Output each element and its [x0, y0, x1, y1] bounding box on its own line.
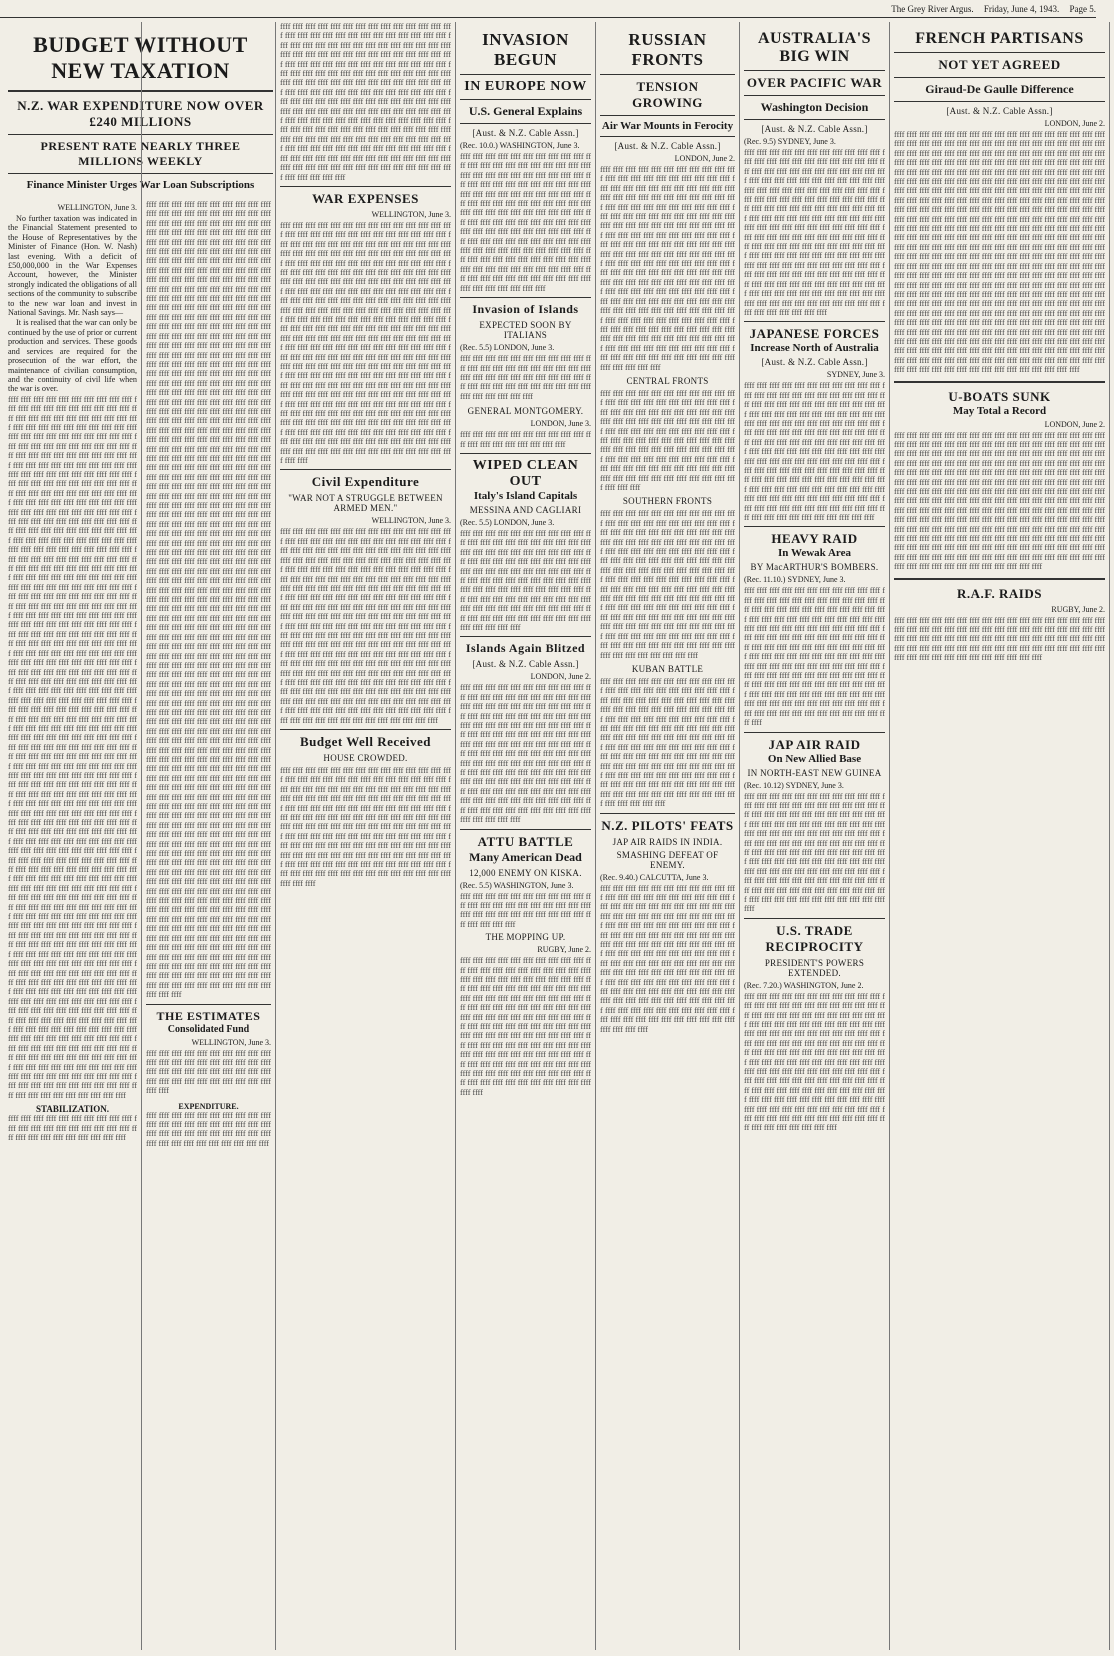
russia-kicker: Air War Mounts in Ferocity [601, 120, 734, 132]
budget-subhead: N.Z. WAR EXPENDITURE NOW OVER £240 MILLIONS [17, 98, 264, 129]
raf-dateline: RUGBY, June 2. [1051, 604, 1105, 614]
invasion-dateline: (Rec. 10.0.) WASHINGTON, June 3. [460, 141, 580, 150]
wiped-title: WIPED CLEAN OUT [472, 457, 579, 489]
heavy-raid-dateline: (Rec. 11.10.) SYDNEY, June 3. [744, 575, 846, 585]
attu-text: ffff ffff ffff ffff ffff ffff ffff ffff ffff ffff ffff ffff ffff ffff ffff ffff ffff ffff ffff ffff ffff ffff ffff ffff ffff ffff ffff ffff ffff ffff ffff ffff ffff ffff ffff ffff [460, 891, 591, 929]
islands-text: ffff ffff ffff ffff ffff ffff ffff ffff ffff ffff ffff ffff ffff ffff ffff ffff ffff ffff ffff ffff ffff ffff ffff ffff ffff ffff ffff ffff ffff ffff ffff ffff ffff ffff ffff ffff ffff ffff ffff ffff ffff ffff ffff ffff ffff ffff ffff ffff [460, 354, 591, 401]
budget-received-sub: HOUSE CROWDED. [323, 753, 408, 763]
japanese-credit: [Aust. & N.Z. Cable Assn.] [761, 357, 868, 368]
russia-headline: RUSSIAN FRONTS [628, 30, 707, 69]
estimates-dateline: WELLINGTON, June 3. [191, 1037, 271, 1047]
us-trade-sub: PRESIDENT'S POWERS EXTENDED. [764, 957, 865, 978]
budget-subhead-2: PRESENT RATE NEARLY THREE MILLIONS WEEKLY [40, 139, 241, 168]
nz-pilots-title: N.Z. PILOTS' FEATS [601, 817, 734, 833]
australia-dateline: (Rec. 9.5) SYDNEY, June 3. [744, 137, 836, 146]
invasion-headline: INVASION BEGUN [482, 30, 569, 69]
french-headline: FRENCH PARTISANS [915, 30, 1084, 47]
budget-lead: No further taxation was indicated in the Financial Statement presented to the House of Representatives by the Minister of Finance (Hon. W. Nash) last evening. With a deficit of £50,000,000 in the War Expenses Account, however, the Minister strongly indicated the obligations of all sections of the community to subscribe to the new war loan and invest in National Savings. Mr. Nash says— [8, 214, 137, 318]
war-expenses-text: ffff ffff ffff ffff ffff ffff ffff ffff ffff ffff ffff ffff ffff ffff ffff ffff ffff ffff ffff ffff ffff ffff ffff ffff ffff ffff ffff ffff ffff ffff ffff ffff ffff ffff ffff ffff ffff ffff ffff ffff ffff ffff ffff ffff ffff ffff ffff ffff ffff ffff ffff ffff ffff ffff ffff ffff ffff ffff ffff ffff ffff ffff ffff ffff ffff ffff ffff ffff ffff ffff ffff ffff ffff ffff ffff ffff ffff ffff ffff ffff ffff ffff ffff ffff ffff ffff ffff ffff ffff ffff ffff ffff ffff ffff ffff ffff ffff ffff ffff ffff ffff ffff ffff ffff ffff ffff ffff ffff ffff ffff ffff ffff ffff ffff ffff ffff ffff ffff ffff ffff ffff ffff ffff ffff ffff ffff ffff ffff ffff ffff ffff ffff ffff ffff ffff ffff ffff ffff ffff ffff ffff ffff ffff ffff ffff ffff ffff ffff ffff ffff ffff ffff ffff ffff ffff ffff ffff ffff ffff ffff ffff ffff ffff ffff ffff ffff ffff ffff ffff ffff ffff ffff ffff ffff ffff ffff ffff ffff ffff ffff ffff ffff ffff ffff ffff ffff ffff ffff ffff ffff ffff ffff ffff ffff ffff ffff ffff ffff ffff ffff ffff ffff ffff ffff ffff ffff ffff ffff ffff ffff ffff ffff ffff ffff ffff ffff ffff ffff ffff ffff ffff ffff ffff ffff ffff ffff ffff ffff ffff ffff ffff ffff ffff ffff ffff ffff ffff ffff ffff ffff ffff ffff ffff ffff ffff ffff ffff ffff ffff ffff ffff ffff ffff ffff ffff ffff ffff ffff ffff ffff ffff ffff ffff ffff ffff ffff ffff ffff ffff ffff ffff ffff ffff ffff ffff ffff ffff ffff ffff ffff ffff ffff ffff ffff ffff ffff ffff ffff ffff ffff ffff ffff ffff ffff ffff ffff ffff ffff ffff ffff ffff ffff ffff ffff ffff ffff ffff ffff ffff ffff ffff ffff ffff ffff ffff ffff ffff ffff ffff ffff ffff ffff ffff ffff ffff ffff ffff ffff ffff ffff ffff ffff ffff ffff ffff ffff ffff ffff ffff ffff ffff ffff ffff ffff [280, 220, 451, 466]
attu-sub: Many American Dead [469, 849, 582, 864]
blitzed-credit: [Aust. & N.Z. Cable Assn.] [472, 659, 579, 670]
civil-dateline: WELLINGTON, June 3. [371, 516, 451, 526]
uboats-text: ffff ffff ffff ffff ffff ffff ffff ffff ffff ffff ffff ffff ffff ffff ffff ffff ffff ffff ffff ffff ffff ffff ffff ffff ffff ffff ffff ffff ffff ffff ffff ffff ffff ffff ffff ffff ffff ffff ffff ffff ffff ffff ffff ffff ffff ffff ffff ffff ffff ffff ffff ffff ffff ffff ffff ffff ffff ffff ffff ffff ffff ffff ffff ffff ffff ffff ffff ffff ffff ffff ffff ffff ffff ffff ffff ffff ffff ffff ffff ffff ffff ffff ffff ffff ffff ffff ffff ffff ffff ffff ffff ffff ffff ffff ffff ffff ffff ffff ffff ffff ffff ffff ffff ffff ffff ffff ffff ffff ffff ffff ffff ffff ffff ffff ffff ffff ffff ffff ffff ffff ffff ffff ffff ffff ffff ffff ffff ffff ffff ffff ffff ffff ffff ffff ffff ffff ffff ffff ffff ffff ffff ffff ffff ffff ffff ffff ffff ffff ffff ffff ffff ffff ffff ffff ffff ffff ffff ffff ffff ffff ffff ffff ffff ffff ffff ffff ffff ffff ffff ffff ffff ffff ffff ffff ffff ffff ffff ffff ffff ffff ffff ffff ffff ffff ffff ffff ffff ffff ffff ffff ffff ffff ffff ffff ffff ffff ffff ffff ffff ffff ffff ffff ffff ffff ffff ffff ffff ffff ffff ffff ffff ffff ffff ffff ffff ffff ffff ffff ffff ffff ffff ffff ffff ffff ffff ffff ffff ffff ffff ffff ffff ffff ffff ffff ffff ffff ffff ffff ffff ffff ffff ffff ffff ffff ffff ffff ffff ffff ffff ffff [894, 430, 1105, 572]
french-kicker: Giraud-De Gaulle Difference [925, 82, 1074, 96]
invasion-kicker: U.S. General Explains [468, 104, 583, 118]
page-folio [0, 4, 1096, 18]
southern-fronts-heading: SOUTHERN FRONTS [622, 496, 713, 507]
budget-body-text: ffff ffff ffff ffff ffff ffff ffff ffff ffff ffff ffff ffff ffff ffff ffff ffff ffff ffff ffff ffff ffff ffff ffff ffff ffff ffff ffff ffff ffff ffff ffff ffff ffff ffff ffff ffff ffff ffff ffff ffff ffff ffff ffff ffff ffff ffff ffff ffff ffff ffff ffff ffff ffff ffff ffff ffff ffff ffff ffff ffff ffff ffff ffff ffff ffff ffff ffff ffff ffff ffff ffff ffff ffff ffff ffff ffff ffff ffff ffff ffff ffff ffff ffff ffff ffff ffff ffff ffff ffff ffff ffff ffff ffff ffff ffff ffff ffff ffff ffff ffff ffff ffff ffff ffff ffff ffff ffff ffff ffff ffff ffff ffff ffff ffff ffff ffff ffff ffff ffff ffff ffff ffff ffff ffff ffff ffff ffff ffff ffff ffff ffff ffff ffff ffff ffff ffff ffff ffff ffff ffff ffff ffff ffff ffff ffff ffff ffff ffff ffff ffff ffff ffff ffff ffff ffff ffff ffff ffff ffff ffff ffff ffff ffff ffff ffff ffff ffff ffff ffff ffff ffff ffff ffff ffff ffff ffff ffff ffff ffff ffff ffff ffff ffff ffff ffff ffff ffff ffff ffff ffff ffff ffff ffff ffff ffff ffff ffff ffff ffff ffff ffff ffff ffff ffff ffff ffff ffff ffff ffff ffff ffff ffff ffff ffff ffff ffff ffff ffff ffff ffff ffff ffff ffff ffff ffff ffff ffff ffff ffff ffff ffff ffff ffff ffff ffff ffff ffff ffff ffff ffff ffff ffff ffff ffff ffff ffff ffff ffff ffff ffff ffff ffff ffff ffff ffff ffff ffff ffff ffff ffff ffff ffff ffff ffff ffff ffff ffff ffff ffff ffff ffff ffff ffff ffff ffff ffff ffff ffff ffff ffff ffff ffff ffff ffff ffff ffff ffff ffff ffff ffff ffff ffff ffff ffff ffff ffff ffff ffff ffff ffff ffff ffff ffff ffff ffff ffff ffff ffff ffff ffff ffff ffff ffff ffff ffff ffff ffff ffff ffff ffff ffff ffff ffff ffff ffff ffff ffff ffff ffff ffff ffff ffff ffff ffff ffff ffff ffff ffff ffff ffff ffff ffff ffff ffff ffff ffff ffff ffff ffff ffff ffff ffff ffff ffff ffff ffff ffff ffff ffff ffff ffff ffff ffff ffff ffff ffff ffff ffff ffff ffff ffff ffff ffff ffff ffff ffff ffff ffff ffff ffff ffff ffff ffff ffff ffff ffff ffff ffff ffff ffff ffff ffff ffff ffff ffff ffff ffff ffff ffff ffff ffff ffff ffff ffff ffff ffff ffff ffff ffff ffff ffff ffff ffff ffff ffff ffff ffff ffff ffff ffff ffff ffff ffff ffff ffff ffff ffff ffff ffff ffff ffff ffff ffff ffff ffff ffff ffff ffff ffff ffff ffff ffff ffff ffff ffff ffff ffff ffff ffff ffff ffff ffff ffff ffff ffff ffff ffff ffff ffff ffff ffff ffff ffff ffff ffff ffff ffff ffff ffff ffff ffff ffff ffff ffff ffff ffff ffff ffff ffff ffff ffff ffff ffff ffff ffff ffff ffff ffff ffff ffff ffff ffff ffff ffff ffff ffff ffff ffff ffff ffff ffff ffff ffff ffff ffff ffff ffff ffff ffff ffff ffff ffff ffff ffff ffff ffff ffff ffff ffff ffff ffff ffff ffff ffff ffff ffff ffff ffff ffff ffff ffff ffff ffff ffff ffff ffff ffff ffff ffff ffff ffff ffff ffff ffff ffff ffff ffff ffff ffff ffff ffff ffff ffff ffff ffff ffff ffff ffff ffff ffff ffff ffff ffff ffff ffff ffff ffff ffff ffff ffff ffff ffff ffff ffff ffff ffff ffff ffff ffff ffff ffff ffff ffff ffff ffff ffff ffff ffff ffff ffff ffff ffff ffff ffff ffff ffff ffff ffff ffff ffff ffff ffff ffff ffff ffff ffff ffff ffff ffff ffff ffff ffff ffff ffff ffff ffff ffff ffff ffff ffff ffff ffff ffff ffff ffff ffff ffff ffff ffff ffff ffff ffff ffff ffff ffff ffff ffff ffff ffff ffff ffff ffff ffff ffff ffff ffff ffff ffff ffff ffff ffff ffff ffff ffff ffff ffff ffff ffff ffff ffff ffff ffff ffff ffff ffff ffff ffff ffff ffff ffff ffff ffff ffff ffff ffff ffff ffff ffff ffff ffff ffff ffff ffff ffff ffff ffff ffff ffff ffff ffff ffff ffff ffff ffff ffff ffff ffff ffff ffff ffff ffff ffff ffff ffff ffff ffff ffff ffff ffff ffff ffff ffff ffff ffff ffff ffff ffff ffff ffff ffff ffff ffff ffff ffff ffff ffff ffff ffff ffff ffff ffff ffff ffff ffff ffff ffff ffff ffff ffff ffff ffff ffff ffff ffff ffff ffff ffff ffff ffff ffff ffff ffff ffff ffff ffff ffff ffff ffff ffff ffff ffff ffff ffff ffff ffff ffff ffff ffff [8, 394, 137, 1100]
mopping-up-text: ffff ffff ffff ffff ffff ffff ffff ffff ffff ffff ffff ffff ffff ffff ffff ffff ffff ffff ffff ffff ffff ffff ffff ffff ffff ffff ffff ffff ffff ffff ffff ffff ffff ffff ffff ffff ffff ffff ffff ffff ffff ffff ffff ffff ffff ffff ffff ffff ffff ffff ffff ffff ffff ffff ffff ffff ffff ffff ffff ffff ffff ffff ffff ffff ffff ffff ffff ffff ffff ffff ffff ffff ffff ffff ffff ffff ffff ffff ffff ffff ffff ffff ffff ffff ffff ffff ffff ffff ffff ffff ffff ffff ffff ffff ffff ffff ffff ffff ffff ffff ffff ffff ffff ffff ffff ffff ffff ffff ffff ffff ffff ffff ffff ffff ffff ffff ffff ffff ffff ffff ffff ffff ffff ffff ffff ffff ffff ffff ffff ffff ffff ffff ffff ffff ffff ffff ffff ffff ffff ffff ffff ffff ffff ffff ffff ffff ffff ffff ffff [460, 956, 591, 1097]
estimates-sub: Consolidated Fund [167, 1023, 250, 1035]
montgomery-sub: GENERAL MONTGOMERY. [467, 406, 584, 417]
jap-air-raid-sub: On New Allied Base [767, 752, 862, 765]
islands-title: Invasion of Islands [472, 302, 579, 317]
blitzed-title: Islands Again Blitzed [465, 641, 586, 656]
nz-pilots-sub-2: SMASHING DEFEAT OF ENEMY. [616, 849, 719, 870]
wiped-dateline: (Rec. 5.5) LONDON, June 3. [460, 517, 555, 527]
column-3 [276, 22, 456, 1650]
us-trade-dateline: (Rec. 7.20.) WASHINGTON, June 2. [744, 980, 864, 990]
war-expenses-dateline: WELLINGTON, June 3. [371, 209, 451, 219]
japanese-forces-title: JAPANESE FORCES [749, 326, 880, 342]
budget-headline: BUDGET WITHOUT NEW TAXATION [33, 32, 248, 83]
nz-pilots-text: ffff ffff ffff ffff ffff ffff ffff ffff ffff ffff ffff ffff ffff ffff ffff ffff ffff ffff ffff ffff ffff ffff ffff ffff ffff ffff ffff ffff ffff ffff ffff ffff ffff ffff ffff ffff ffff ffff ffff ffff ffff ffff ffff ffff ffff ffff ffff ffff ffff ffff ffff ffff ffff ffff ffff ffff ffff ffff ffff ffff ffff ffff ffff ffff ffff ffff ffff ffff ffff ffff ffff ffff ffff ffff ffff ffff ffff ffff ffff ffff ffff ffff ffff ffff ffff ffff ffff ffff ffff ffff ffff ffff ffff ffff ffff ffff ffff ffff ffff ffff ffff ffff ffff ffff ffff ffff ffff ffff ffff ffff ffff ffff ffff ffff ffff ffff ffff ffff ffff ffff ffff ffff ffff ffff ffff ffff ffff ffff ffff ffff ffff ffff ffff ffff ffff ffff ffff ffff ffff ffff ffff ffff ffff ffff ffff ffff ffff ffff ffff ffff ffff ffff ffff ffff ffff ffff ffff ffff ffff ffff ffff ffff ffff ffff [600, 883, 735, 1034]
civil-expenditure-text: ffff ffff ffff ffff ffff ffff ffff ffff ffff ffff ffff ffff ffff ffff ffff ffff ffff ffff ffff ffff ffff ffff ffff ffff ffff ffff ffff ffff ffff ffff ffff ffff ffff ffff ffff ffff ffff ffff ffff ffff ffff ffff ffff ffff ffff ffff ffff ffff ffff ffff ffff ffff ffff ffff ffff ffff ffff ffff ffff ffff ffff ffff ffff ffff ffff ffff ffff ffff ffff ffff ffff ffff ffff ffff ffff ffff ffff ffff ffff ffff ffff ffff ffff ffff ffff ffff ffff ffff ffff ffff ffff ffff ffff ffff ffff ffff ffff ffff ffff ffff ffff ffff ffff ffff ffff ffff ffff ffff ffff ffff ffff ffff ffff ffff ffff ffff ffff ffff ffff ffff ffff ffff ffff ffff ffff ffff ffff ffff ffff ffff ffff ffff ffff ffff ffff ffff ffff ffff ffff ffff ffff ffff ffff ffff ffff ffff ffff ffff ffff ffff ffff ffff ffff ffff ffff ffff ffff ffff ffff ffff ffff ffff ffff ffff ffff ffff ffff ffff ffff ffff ffff ffff ffff ffff ffff ffff ffff ffff ffff ffff ffff ffff ffff ffff ffff ffff ffff ffff ffff ffff ffff ffff ffff ffff ffff ffff ffff ffff ffff ffff ffff ffff ffff ffff ffff ffff ffff ffff ffff ffff ffff ffff ffff ffff ffff ffff ffff ffff ffff ffff ffff ffff ffff ffff ffff ffff ffff ffff ffff ffff ffff ffff ffff ffff ffff ffff ffff ffff ffff ffff ffff ffff ffff ffff ffff ffff ffff ffff ffff ffff ffff ffff ffff ffff ffff ffff ffff ffff ffff ffff ffff ffff ffff ffff ffff ffff ffff ffff ffff ffff ffff ffff ffff ffff ffff ffff ffff ffff ffff ffff ffff ffff ffff ffff ffff ffff [280, 527, 451, 725]
attu-dateline: (Rec. 5.5) WASHINGTON, June 3. [460, 880, 574, 890]
central-fronts-text: ffff ffff ffff ffff ffff ffff ffff ffff ffff ffff ffff ffff ffff ffff ffff ffff ffff ffff ffff ffff ffff ffff ffff ffff ffff ffff ffff ffff ffff ffff ffff ffff ffff ffff ffff ffff ffff ffff ffff ffff ffff ffff ffff ffff ffff ffff ffff ffff ffff ffff ffff ffff ffff ffff ffff ffff ffff ffff ffff ffff ffff ffff ffff ffff ffff ffff ffff ffff ffff ffff ffff ffff ffff ffff ffff ffff ffff ffff ffff ffff ffff ffff ffff ffff ffff ffff ffff ffff ffff ffff ffff ffff ffff ffff ffff ffff ffff ffff ffff ffff ffff ffff ffff ffff ffff ffff ffff ffff ffff ffff [600, 388, 735, 492]
budget-received-text: ffff ffff ffff ffff ffff ffff ffff ffff ffff ffff ffff ffff ffff ffff ffff ffff ffff ffff ffff ffff ffff ffff ffff ffff ffff ffff ffff ffff ffff ffff ffff ffff ffff ffff ffff ffff ffff ffff ffff ffff ffff ffff ffff ffff ffff ffff ffff ffff ffff ffff ffff ffff ffff ffff ffff ffff ffff ffff ffff ffff ffff ffff ffff ffff ffff ffff ffff ffff ffff ffff ffff ffff ffff ffff ffff ffff ffff ffff ffff ffff ffff ffff ffff ffff ffff ffff ffff ffff ffff ffff ffff ffff ffff ffff ffff ffff ffff ffff ffff ffff ffff ffff ffff ffff ffff ffff ffff ffff ffff ffff ffff ffff ffff ffff ffff ffff ffff ffff ffff ffff ffff ffff ffff ffff ffff ffff ffff ffff ffff ffff ffff ffff ffff ffff ffff ffff ffff ffff ffff ffff ffff ffff ffff ffff ffff ffff ffff ffff ffff ffff ffff ffff ffff ffff ffff ffff ffff ffff ffff ffff ffff ffff ffff ffff ffff ffff ffff [280, 766, 451, 888]
french-dateline: LONDON, June 2. [1044, 119, 1105, 128]
french-credit: [Aust. & N.Z. Cable Assn.] [946, 106, 1053, 116]
column-4 [456, 22, 596, 1650]
invasion-credit: [Aust. & N.Z. Cable Assn.] [472, 128, 579, 138]
russia-credit: [Aust. & N.Z. Cable Assn.] [614, 141, 721, 151]
stabilization-text: ffff ffff ffff ffff ffff ffff ffff ffff ffff ffff ffff ffff ffff ffff ffff ffff ffff ffff ffff ffff ffff ffff ffff ffff ffff ffff ffff ffff ffff ffff [8, 1114, 137, 1142]
estimates-text: ffff ffff ffff ffff ffff ffff ffff ffff ffff ffff ffff ffff ffff ffff ffff ffff ffff ffff ffff ffff ffff ffff ffff ffff ffff ffff ffff ffff ffff ffff ffff ffff ffff ffff ffff ffff ffff ffff ffff ffff ffff ffff [146, 1048, 271, 1096]
russia-dateline: LONDON, June 2. [674, 154, 735, 163]
mopping-dateline: RUGBY, June 2. [537, 945, 591, 955]
budget-kicker: Finance Minister Urges War Loan Subscriptions [26, 179, 255, 191]
heavy-raid-sub: In Wewak Area [778, 547, 851, 560]
invasion-sub: IN EUROPE NOW [464, 79, 587, 94]
islands-sub: EXPECTED SOON BY ITALIANS [479, 320, 572, 341]
australia-credit: [Aust. & N.Z. Cable Assn.] [761, 124, 868, 134]
us-trade-title: U.S. TRADE RECIPROCITY [765, 922, 864, 954]
column-1 [4, 22, 142, 1650]
australia-kicker: Washington Decision [760, 100, 869, 114]
blitzed-text: ffff ffff ffff ffff ffff ffff ffff ffff ffff ffff ffff ffff ffff ffff ffff ffff ffff ffff ffff ffff ffff ffff ffff ffff ffff ffff ffff ffff ffff ffff ffff ffff ffff ffff ffff ffff ffff ffff ffff ffff ffff ffff ffff ffff ffff ffff ffff ffff ffff ffff ffff ffff ffff ffff ffff ffff ffff ffff ffff ffff ffff ffff ffff ffff ffff ffff ffff ffff ffff ffff ffff ffff ffff ffff ffff ffff ffff ffff ffff ffff ffff ffff ffff ffff ffff ffff ffff ffff ffff ffff ffff ffff ffff ffff ffff ffff ffff ffff ffff ffff ffff ffff ffff ffff ffff ffff ffff ffff ffff ffff ffff ffff ffff ffff ffff ffff ffff ffff ffff ffff ffff ffff ffff ffff ffff ffff ffff ffff ffff ffff ffff ffff ffff ffff ffff ffff ffff ffff ffff ffff ffff ffff ffff ffff ffff ffff ffff ffff ffff ffff ffff ffff [460, 683, 591, 825]
stabilization-heading: STABILIZATION. [36, 1104, 109, 1115]
japanese-dateline: SYDNEY, June 3. [826, 370, 885, 380]
jap-air-raid-title: JAP AIR RAID [768, 736, 861, 752]
page-number: Page 5. [1069, 4, 1096, 14]
kuban-battle-text: ffff ffff ffff ffff ffff ffff ffff ffff ffff ffff ffff ffff ffff ffff ffff ffff ffff ffff ffff ffff ffff ffff ffff ffff ffff ffff ffff ffff ffff ffff ffff ffff ffff ffff ffff ffff ffff ffff ffff ffff ffff ffff ffff ffff ffff ffff ffff ffff ffff ffff ffff ffff ffff ffff ffff ffff ffff ffff ffff ffff ffff ffff ffff ffff ffff ffff ffff ffff ffff ffff ffff ffff ffff ffff ffff ffff ffff ffff ffff ffff ffff ffff ffff ffff ffff ffff ffff ffff ffff ffff ffff ffff ffff ffff ffff ffff ffff ffff ffff ffff ffff ffff ffff ffff ffff ffff ffff ffff ffff ffff ffff ffff ffff ffff ffff ffff ffff ffff ffff ffff ffff ffff ffff ffff ffff ffff ffff ffff ffff ffff ffff ffff ffff ffff ffff ffff ffff ffff ffff ffff ffff ffff ffff ffff [600, 676, 735, 809]
uboats-title: U-BOATS SUNK [948, 388, 1051, 404]
islands-dateline: (Rec. 5.5) LONDON, June 3. [460, 343, 555, 353]
invasion-text: ffff ffff ffff ffff ffff ffff ffff ffff ffff ffff ffff ffff ffff ffff ffff ffff ffff ffff ffff ffff ffff ffff ffff ffff ffff ffff ffff ffff ffff ffff ffff ffff ffff ffff ffff ffff ffff ffff ffff ffff ffff ffff ffff ffff ffff ffff ffff ffff ffff ffff ffff ffff ffff ffff ffff ffff ffff ffff ffff ffff ffff ffff ffff ffff ffff ffff ffff ffff ffff ffff ffff ffff ffff ffff ffff ffff ffff ffff ffff ffff ffff ffff ffff ffff ffff ffff ffff ffff ffff ffff ffff ffff ffff ffff ffff ffff ffff ffff ffff ffff ffff ffff ffff ffff ffff ffff ffff ffff ffff ffff ffff ffff ffff ffff ffff ffff ffff ffff ffff ffff ffff ffff ffff ffff ffff ffff ffff ffff ffff ffff ffff ffff ffff ffff ffff ffff ffff ffff ffff ffff ffff ffff ffff ffff ffff ffff ffff ffff ffff ffff ffff ffff ffff ffff [460, 152, 591, 293]
blitzed-dateline: LONDON, June 2. [530, 672, 591, 682]
australia-headline: AUSTRALIA'S BIG WIN [757, 30, 872, 65]
southern-fronts-text: ffff ffff ffff ffff ffff ffff ffff ffff ffff ffff ffff ffff ffff ffff ffff ffff ffff ffff ffff ffff ffff ffff ffff ffff ffff ffff ffff ffff ffff ffff ffff ffff ffff ffff ffff ffff ffff ffff ffff ffff ffff ffff ffff ffff ffff ffff ffff ffff ffff ffff ffff ffff ffff ffff ffff ffff ffff ffff ffff ffff ffff ffff ffff ffff ffff ffff ffff ffff ffff ffff ffff ffff ffff ffff ffff ffff ffff ffff ffff ffff ffff ffff ffff ffff ffff ffff ffff ffff ffff ffff ffff ffff ffff ffff ffff ffff ffff ffff ffff ffff ffff ffff ffff ffff ffff ffff ffff ffff ffff ffff ffff ffff ffff ffff ffff ffff ffff ffff ffff ffff ffff ffff ffff ffff ffff ffff ffff ffff ffff ffff ffff ffff ffff ffff ffff ffff ffff ffff ffff ffff ffff ffff ffff ffff ffff ffff ffff ffff ffff ffff ffff ffff ffff ffff ffff ffff ffff ffff ffff ffff ffff ffff ffff ffff ffff ffff ffff ffff [600, 509, 735, 660]
kuban-battle-heading: KUBAN BATTLE [631, 663, 704, 674]
mopping-up-heading: THE MOPPING UP. [485, 932, 566, 943]
japanese-forces-text: ffff ffff ffff ffff ffff ffff ffff ffff ffff ffff ffff ffff ffff ffff ffff ffff ffff ffff ffff ffff ffff ffff ffff ffff ffff ffff ffff ffff ffff ffff ffff ffff ffff ffff ffff ffff ffff ffff ffff ffff ffff ffff ffff ffff ffff ffff ffff ffff ffff ffff ffff ffff ffff ffff ffff ffff ffff ffff ffff ffff ffff ffff ffff ffff ffff ffff ffff ffff ffff ffff ffff ffff ffff ffff ffff ffff ffff ffff ffff ffff ffff ffff ffff ffff ffff ffff ffff ffff ffff ffff ffff ffff ffff ffff ffff ffff ffff ffff ffff ffff ffff ffff ffff ffff ffff ffff ffff ffff ffff ffff ffff ffff ffff ffff ffff ffff ffff ffff ffff ffff ffff ffff ffff ffff ffff ffff ffff ffff ffff ffff ffff ffff ffff ffff ffff ffff ffff ffff ffff ffff ffff ffff ffff ffff ffff ffff ffff ffff ffff ffff ffff ffff ffff ffff ffff ffff ffff ffff ffff ffff ffff ffff ffff ffff ffff ffff ffff ffff [744, 381, 885, 522]
nz-pilots-sub: JAP AIR RAIDS IN INDIA. [612, 836, 723, 847]
raf-raids-title: R.A.F. RAIDS [957, 585, 1042, 601]
attu-sub-2: 12,000 ENEMY ON KISKA. [469, 867, 582, 878]
wiped-sub-2: MESSINA AND CAGLIARI [469, 504, 582, 515]
raf-raids-text: ffff ffff ffff ffff ffff ffff ffff ffff ffff ffff ffff ffff ffff ffff ffff ffff ffff ffff ffff ffff ffff ffff ffff ffff ffff ffff ffff ffff ffff ffff ffff ffff ffff ffff ffff ffff ffff ffff ffff ffff ffff ffff ffff ffff ffff ffff ffff ffff ffff ffff ffff ffff ffff ffff ffff ffff ffff ffff ffff ffff ffff ffff ffff ffff ffff ffff ffff ffff ffff ffff ffff ffff ffff ffff ffff ffff ffff ffff ffff ffff [894, 615, 1105, 663]
column-2 [142, 22, 276, 1650]
expenditure-text: ffff ffff ffff ffff ffff ffff ffff ffff ffff ffff ffff ffff ffff ffff ffff ffff ffff ffff ffff ffff ffff ffff ffff ffff ffff ffff ffff ffff ffff ffff ffff ffff ffff ffff ffff ffff ffff ffff ffff ffff [146, 1110, 271, 1148]
budget-continued-text: ffff ffff ffff ffff ffff ffff ffff ffff ffff ffff ffff ffff ffff ffff ffff ffff ffff ffff ffff ffff ffff ffff ffff ffff ffff ffff ffff ffff ffff ffff ffff ffff ffff ffff ffff ffff ffff ffff ffff ffff ffff ffff ffff ffff ffff ffff ffff ffff ffff ffff ffff ffff ffff ffff ffff ffff ffff ffff ffff ffff ffff ffff ffff ffff ffff ffff ffff ffff ffff ffff ffff ffff ffff ffff ffff ffff ffff ffff ffff ffff ffff ffff ffff ffff ffff ffff ffff ffff ffff ffff ffff ffff ffff ffff ffff ffff ffff ffff ffff ffff ffff ffff ffff ffff ffff ffff ffff ffff ffff ffff ffff ffff ffff ffff ffff ffff ffff ffff ffff ffff ffff ffff ffff ffff ffff ffff ffff ffff ffff ffff ffff ffff ffff ffff ffff ffff ffff ffff ffff ffff ffff ffff ffff ffff ffff ffff ffff ffff ffff ffff ffff ffff ffff ffff ffff ffff ffff ffff ffff ffff ffff ffff ffff ffff ffff ffff ffff ffff ffff ffff ffff ffff ffff ffff ffff ffff ffff ffff ffff ffff ffff ffff ffff ffff ffff ffff ffff ffff ffff ffff ffff ffff ffff ffff ffff ffff ffff ffff ffff ffff ffff ffff ffff ffff ffff ffff ffff ffff ffff ffff ffff ffff ffff ffff ffff ffff ffff ffff ffff ffff ffff ffff ffff ffff ffff ffff ffff ffff ffff ffff ffff ffff ffff ffff ffff ffff ffff ffff ffff ffff ffff ffff ffff ffff ffff ffff ffff ffff ffff ffff ffff ffff ffff ffff ffff ffff ffff ffff ffff ffff ffff ffff ffff ffff ffff ffff ffff ffff ffff ffff ffff ffff ffff ffff ffff ffff ffff ffff ffff ffff ffff ffff ffff ffff ffff ffff ffff ffff ffff ffff ffff ffff ffff ffff ffff ffff ffff ffff ffff ffff ffff ffff ffff ffff ffff ffff ffff ffff ffff ffff ffff ffff ffff ffff ffff ffff ffff ffff ffff ffff ffff ffff ffff ffff ffff ffff ffff ffff ffff ffff ffff ffff ffff ffff ffff ffff ffff ffff ffff ffff ffff ffff ffff ffff ffff ffff ffff ffff ffff ffff ffff ffff ffff ffff ffff ffff ffff ffff ffff ffff ffff ffff ffff ffff ffff ffff ffff ffff ffff ffff ffff ffff ffff ffff ffff ffff ffff ffff ffff ffff ffff ffff ffff ffff ffff ffff ffff ffff ffff ffff ffff ffff ffff ffff ffff ffff ffff ffff ffff ffff ffff ffff ffff ffff ffff ffff ffff ffff ffff ffff ffff ffff ffff ffff ffff ffff ffff ffff ffff ffff ffff ffff ffff ffff ffff ffff ffff ffff ffff ffff ffff ffff ffff ffff ffff ffff ffff ffff ffff ffff ffff ffff ffff ffff ffff ffff ffff ffff ffff ffff ffff ffff ffff ffff ffff ffff ffff ffff ffff ffff ffff ffff ffff ffff ffff ffff ffff ffff ffff ffff ffff ffff ffff ffff ffff ffff ffff ffff ffff ffff ffff ffff ffff ffff ffff ffff ffff ffff ffff ffff ffff ffff ffff ffff ffff ffff ffff ffff ffff ffff ffff ffff ffff ffff ffff ffff ffff ffff ffff ffff ffff ffff ffff ffff ffff ffff ffff ffff ffff ffff ffff ffff ffff ffff ffff ffff ffff ffff ffff ffff ffff ffff ffff ffff ffff ffff ffff ffff ffff ffff ffff ffff ffff ffff ffff ffff ffff ffff ffff ffff ffff ffff ffff ffff ffff ffff ffff ffff ffff ffff ffff ffff ffff ffff ffff ffff ffff ffff ffff ffff ffff ffff ffff ffff ffff ffff ffff ffff ffff ffff ffff ffff ffff ffff ffff ffff ffff ffff ffff ffff ffff ffff ffff ffff ffff ffff ffff ffff ffff ffff ffff ffff ffff ffff ffff ffff ffff ffff ffff ffff ffff ffff ffff ffff ffff ffff ffff ffff ffff ffff ffff ffff ffff ffff ffff ffff ffff ffff ffff ffff ffff ffff ffff ffff ffff ffff ffff ffff ffff ffff ffff ffff ffff ffff ffff ffff ffff ffff ffff ffff ffff ffff ffff ffff ffff ffff ffff ffff ffff ffff ffff ffff ffff ffff ffff ffff ffff ffff ffff ffff ffff ffff ffff ffff ffff ffff ffff ffff ffff ffff ffff ffff ffff ffff ffff ffff ffff ffff ffff ffff ffff ffff ffff ffff ffff ffff ffff ffff ffff ffff ffff ffff ffff ffff ffff ffff ffff ffff ffff ffff ffff ffff ffff ffff ffff ffff ffff ffff ffff ffff ffff ffff ffff ffff ffff ffff ffff ffff ffff ffff ffff ffff ffff ffff ffff ffff ffff ffff ffff ffff ffff ffff ffff ffff ffff ffff ffff ffff ffff ffff ffff ffff ffff ffff ffff ffff ffff ffff ffff ffff ffff ffff ffff ffff ffff ffff ffff ffff ffff ffff ffff ffff ffff ffff ffff ffff ffff ffff ffff ffff ffff ffff ffff ffff ffff ffff ffff ffff ffff ffff ffff ffff ffff ffff ffff ffff ffff ffff ffff ffff ffff ffff ffff ffff ffff ffff ffff ffff ffff ffff ffff ffff ffff ffff ffff ffff ffff ffff ffff ffff ffff ffff ffff ffff ffff ffff ffff ffff ffff ffff ffff ffff ffff ffff ffff ffff ffff ffff ffff ffff ffff ffff ffff [146, 200, 271, 1000]
jap-air-raid-sub-2: IN NORTH-EAST NEW GUINEA [747, 767, 882, 778]
paper-name: The Grey River Argus. [891, 4, 974, 14]
heavy-raid-title: HEAVY RAID [771, 531, 858, 547]
nz-pilots-dateline: (Rec. 9.40.) CALCUTTA, June 3. [600, 872, 709, 882]
uboats-sub: May Total a Record [952, 404, 1047, 417]
us-trade-text: ffff ffff ffff ffff ffff ffff ffff ffff ffff ffff ffff ffff ffff ffff ffff ffff ffff ffff ffff ffff ffff ffff ffff ffff ffff ffff ffff ffff ffff ffff ffff ffff ffff ffff ffff ffff ffff ffff ffff ffff ffff ffff ffff ffff ffff ffff ffff ffff ffff ffff ffff ffff ffff ffff ffff ffff ffff ffff ffff ffff ffff ffff ffff ffff ffff ffff ffff ffff ffff ffff ffff ffff ffff ffff ffff ffff ffff ffff ffff ffff ffff ffff ffff ffff ffff ffff ffff ffff ffff ffff ffff ffff ffff ffff ffff ffff ffff ffff ffff ffff ffff ffff ffff ffff ffff ffff ffff ffff ffff ffff ffff ffff ffff ffff ffff ffff ffff ffff ffff ffff ffff ffff ffff ffff ffff ffff ffff ffff ffff ffff ffff ffff ffff ffff ffff ffff ffff ffff ffff ffff ffff ffff ffff ffff ffff ffff ffff ffff ffff ffff ffff ffff ffff ffff ffff ffff ffff ffff ffff ffff ffff ffff ffff ffff ffff [744, 991, 885, 1133]
central-fronts-heading: CENTRAL FRONTS [626, 375, 709, 386]
jap-air-raid-text: ffff ffff ffff ffff ffff ffff ffff ffff ffff ffff ffff ffff ffff ffff ffff ffff ffff ffff ffff ffff ffff ffff ffff ffff ffff ffff ffff ffff ffff ffff ffff ffff ffff ffff ffff ffff ffff ffff ffff ffff ffff ffff ffff ffff ffff ffff ffff ffff ffff ffff ffff ffff ffff ffff ffff ffff ffff ffff ffff ffff ffff ffff ffff ffff ffff ffff ffff ffff ffff ffff ffff ffff ffff ffff ffff ffff ffff ffff ffff ffff ffff ffff ffff ffff ffff ffff ffff ffff ffff ffff ffff ffff ffff ffff ffff ffff ffff ffff ffff ffff ffff ffff ffff ffff ffff ffff ffff ffff ffff ffff ffff ffff ffff ffff ffff ffff ffff ffff ffff ffff ffff ffff ffff ffff ffff ffff ffff ffff ffff ffff ffff ffff ffff ffff ffff ffff [744, 791, 885, 914]
heavy-raid-text: ffff ffff ffff ffff ffff ffff ffff ffff ffff ffff ffff ffff ffff ffff ffff ffff ffff ffff ffff ffff ffff ffff ffff ffff ffff ffff ffff ffff ffff ffff ffff ffff ffff ffff ffff ffff ffff ffff ffff ffff ffff ffff ffff ffff ffff ffff ffff ffff ffff ffff ffff ffff ffff ffff ffff ffff ffff ffff ffff ffff ffff ffff ffff ffff ffff ffff ffff ffff ffff ffff ffff ffff ffff ffff ffff ffff ffff ffff ffff ffff ffff ffff ffff ffff ffff ffff ffff ffff ffff ffff ffff ffff ffff ffff ffff ffff ffff ffff ffff ffff ffff ffff ffff ffff ffff ffff ffff ffff ffff ffff ffff ffff ffff ffff ffff ffff ffff ffff ffff ffff ffff ffff ffff ffff ffff ffff ffff ffff ffff ffff ffff ffff ffff ffff ffff ffff ffff ffff ffff ffff ffff ffff ffff ffff ffff ffff ffff ffff ffff ffff ffff ffff ffff ffff ffff ffff ffff ffff ffff [744, 586, 885, 728]
issue-date: Friday, June 4, 1943. [983, 4, 1060, 14]
budget-dateline: WELLINGTON, June 3. [57, 203, 137, 212]
budget-para-2: It is realised that the war can only be continued by the use of prior or current production and services. These goods and services are required for the prosecution of the war effort, the maintenance of civilian consumption, and the continuity of civil life when the war is over. [8, 318, 137, 394]
wiped-sub: Italy's Island Capitals [473, 489, 578, 502]
uboats-dateline: LONDON, June 2. [1044, 419, 1105, 429]
french-text: ffff ffff ffff ffff ffff ffff ffff ffff ffff ffff ffff ffff ffff ffff ffff ffff ffff ffff ffff ffff ffff ffff ffff ffff ffff ffff ffff ffff ffff ffff ffff ffff ffff ffff ffff ffff ffff ffff ffff ffff ffff ffff ffff ffff ffff ffff ffff ffff ffff ffff ffff ffff ffff ffff ffff ffff ffff ffff ffff ffff ffff ffff ffff ffff ffff ffff ffff ffff ffff ffff ffff ffff ffff ffff ffff ffff ffff ffff ffff ffff ffff ffff ffff ffff ffff ffff ffff ffff ffff ffff ffff ffff ffff ffff ffff ffff ffff ffff ffff ffff ffff ffff ffff ffff ffff ffff ffff ffff ffff ffff ffff ffff ffff ffff ffff ffff ffff ffff ffff ffff ffff ffff ffff ffff ffff ffff ffff ffff ffff ffff ffff ffff ffff ffff ffff ffff ffff ffff ffff ffff ffff ffff ffff ffff ffff ffff ffff ffff ffff ffff ffff ffff ffff ffff ffff ffff ffff ffff ffff ffff ffff ffff ffff ffff ffff ffff ffff ffff ffff ffff ffff ffff ffff ffff ffff ffff ffff ffff ffff ffff ffff ffff ffff ffff ffff ffff ffff ffff ffff ffff ffff ffff ffff ffff ffff ffff ffff ffff ffff ffff ffff ffff ffff ffff ffff ffff ffff ffff ffff ffff ffff ffff ffff ffff ffff ffff ffff ffff ffff ffff ffff ffff ffff ffff ffff ffff ffff ffff ffff ffff ffff ffff ffff ffff ffff ffff ffff ffff ffff ffff ffff ffff ffff ffff ffff ffff ffff ffff ffff ffff ffff ffff ffff ffff ffff ffff ffff ffff ffff ffff ffff ffff ffff ffff ffff ffff ffff ffff ffff ffff ffff ffff ffff ffff ffff ffff ffff ffff ffff ffff ffff ffff ffff ffff ffff ffff ffff ffff ffff ffff ffff ffff ffff ffff ffff ffff ffff ffff ffff ffff ffff ffff ffff ffff ffff ffff ffff ffff ffff ffff ffff ffff ffff ffff ffff ffff ffff ffff ffff ffff ffff ffff ffff ffff ffff ffff ffff ffff ffff ffff ffff ffff ffff ffff ffff ffff ffff ffff ffff ffff ffff ffff ffff ffff ffff ffff ffff ffff ffff ffff ffff ffff ffff ffff ffff ffff ffff ffff ffff ffff ffff ffff ffff ffff ffff ffff ffff ffff ffff ffff ffff ffff ffff ffff ffff ffff ffff ffff ffff ffff ffff ffff ffff ffff ffff ffff ffff ffff ffff ffff ffff ffff ffff ffff ffff ffff ffff ffff ffff ffff ffff ffff ffff ffff ffff ffff ffff ffff ffff ffff ffff ffff ffff ffff ffff ffff ffff ffff ffff ffff ffff ffff ffff ffff ffff ffff ffff ffff ffff ffff ffff ffff ffff ffff ffff ffff ffff ffff ffff ffff [894, 130, 1105, 375]
expenditure-heading: EXPENDITURE. [178, 1101, 239, 1111]
australia-sub: OVER PACIFIC WAR [746, 75, 883, 90]
wiped-text: ffff ffff ffff ffff ffff ffff ffff ffff ffff ffff ffff ffff ffff ffff ffff ffff ffff ffff ffff ffff ffff ffff ffff ffff ffff ffff ffff ffff ffff ffff ffff ffff ffff ffff ffff ffff ffff ffff ffff ffff ffff ffff ffff ffff ffff ffff ffff ffff ffff ffff ffff ffff ffff ffff ffff ffff ffff ffff ffff ffff ffff ffff ffff ffff ffff ffff ffff ffff ffff ffff ffff ffff ffff ffff ffff ffff ffff ffff ffff ffff ffff ffff ffff ffff ffff ffff ffff ffff ffff ffff ffff ffff ffff ffff ffff ffff ffff ffff ffff ffff ffff ffff ffff ffff ffff ffff ffff ffff ffff ffff [460, 528, 591, 632]
australia-text: ffff ffff ffff ffff ffff ffff ffff ffff ffff ffff ffff ffff ffff ffff ffff ffff ffff ffff ffff ffff ffff ffff ffff ffff ffff ffff ffff ffff ffff ffff ffff ffff ffff ffff ffff ffff ffff ffff ffff ffff ffff ffff ffff ffff ffff ffff ffff ffff ffff ffff ffff ffff ffff ffff ffff ffff ffff ffff ffff ffff ffff ffff ffff ffff ffff ffff ffff ffff ffff ffff ffff ffff ffff ffff ffff ffff ffff ffff ffff ffff ffff ffff ffff ffff ffff ffff ffff ffff ffff ffff ffff ffff ffff ffff ffff ffff ffff ffff ffff ffff ffff ffff ffff ffff ffff ffff ffff ffff ffff ffff ffff ffff ffff ffff ffff ffff ffff ffff ffff ffff ffff ffff ffff ffff ffff ffff ffff ffff ffff ffff ffff ffff ffff ffff ffff ffff ffff ffff ffff ffff ffff ffff ffff ffff ffff ffff ffff ffff ffff ffff ffff ffff ffff ffff ffff ffff ffff ffff ffff ffff ffff ffff ffff ffff ffff ffff ffff ffff ffff ffff ffff ffff ffff ffff ffff ffff ffff ffff ffff ffff ffff ffff ffff ffff ffff ffff ffff ffff ffff ffff ffff ffff ffff ffff ffff ffff ffff ffff [744, 148, 885, 317]
attu-title: ATTU BATTLE [477, 833, 574, 849]
heavy-raid-sub-2: BY MacARTHUR'S BOMBERS. [750, 562, 879, 573]
russia-text: ffff ffff ffff ffff ffff ffff ffff ffff ffff ffff ffff ffff ffff ffff ffff ffff ffff ffff ffff ffff ffff ffff ffff ffff ffff ffff ffff ffff ffff ffff ffff ffff ffff ffff ffff ffff ffff ffff ffff ffff ffff ffff ffff ffff ffff ffff ffff ffff ffff ffff ffff ffff ffff ffff ffff ffff ffff ffff ffff ffff ffff ffff ffff ffff ffff ffff ffff ffff ffff ffff ffff ffff ffff ffff ffff ffff ffff ffff ffff ffff ffff ffff ffff ffff ffff ffff ffff ffff ffff ffff ffff ffff ffff ffff ffff ffff ffff ffff ffff ffff ffff ffff ffff ffff ffff ffff ffff ffff ffff ffff ffff ffff ffff ffff ffff ffff ffff ffff ffff ffff ffff ffff ffff ffff ffff ffff ffff ffff ffff ffff ffff ffff ffff ffff ffff ffff ffff ffff ffff ffff ffff ffff ffff ffff ffff ffff ffff ffff ffff ffff ffff ffff ffff ffff ffff ffff ffff ffff ffff ffff ffff ffff ffff ffff ffff ffff ffff ffff ffff ffff ffff ffff ffff ffff ffff ffff ffff ffff ffff ffff ffff ffff ffff ffff ffff ffff ffff ffff ffff ffff ffff ffff ffff ffff ffff ffff ffff ffff ffff ffff ffff ffff ffff ffff ffff ffff ffff ffff ffff ffff ffff ffff ffff ffff ffff ffff ffff ffff ffff ffff ffff ffff ffff ffff ffff ffff ffff ffff ffff [600, 165, 735, 372]
russia-sub: TENSION GROWING [632, 79, 703, 110]
civil-expenditure-quote: "WAR NOT A STRUGGLE BETWEEN ARMED MEN." [288, 493, 443, 514]
jap-air-raid-dateline: (Rec. 10.12) SYDNEY, June 3. [744, 780, 844, 790]
french-sub: NOT YET AGREED [938, 57, 1061, 72]
budget-received-title: Budget Well Received [299, 734, 432, 749]
estimates-title: THE ESTIMATES [156, 1008, 261, 1023]
war-expenses-title: WAR EXPENSES [312, 190, 419, 206]
column-6 [740, 22, 890, 1650]
column-7 [890, 22, 1110, 1650]
montgomery-dateline: LONDON, June 3. [530, 419, 591, 429]
budget-carryover-text: ffff ffff ffff ffff ffff ffff ffff ffff ffff ffff ffff ffff ffff ffff ffff ffff ffff ffff ffff ffff ffff ffff ffff ffff ffff ffff ffff ffff ffff ffff ffff ffff ffff ffff ffff ffff ffff ffff ffff ffff ffff ffff ffff ffff ffff ffff ffff ffff ffff ffff ffff ffff ffff ffff ffff ffff ffff ffff ffff ffff ffff ffff ffff ffff ffff ffff ffff ffff ffff ffff ffff ffff ffff ffff ffff ffff ffff ffff ffff ffff ffff ffff ffff ffff ffff ffff ffff ffff ffff ffff ffff ffff ffff ffff ffff ffff ffff ffff ffff ffff ffff ffff ffff ffff ffff ffff ffff ffff ffff ffff ffff ffff ffff ffff ffff ffff ffff ffff ffff ffff ffff ffff ffff ffff ffff ffff ffff ffff ffff ffff ffff ffff ffff ffff ffff ffff ffff ffff ffff ffff ffff ffff ffff ffff ffff ffff ffff ffff ffff ffff ffff ffff ffff ffff ffff ffff ffff ffff ffff ffff ffff ffff ffff ffff ffff ffff ffff ffff ffff ffff ffff ffff ffff ffff ffff ffff ffff ffff ffff ffff ffff ffff ffff ffff ffff ffff ffff ffff ffff ffff ffff ffff ffff ffff ffff ffff ffff ffff ffff ffff ffff ffff ffff ffff ffff ffff ffff ffff ffff ffff ffff ffff ffff ffff ffff ffff ffff ffff ffff ffff ffff ffff ffff ffff [280, 22, 451, 182]
civil-expenditure-title: Civil Expenditure [311, 474, 420, 490]
column-5 [596, 22, 740, 1650]
japanese-forces-sub: Increase North of Australia [750, 342, 879, 355]
montgomery-text: ffff ffff ffff ffff ffff ffff ffff ffff ffff ffff ffff ffff ffff ffff ffff ffff ffff ffff ffff [460, 430, 591, 449]
